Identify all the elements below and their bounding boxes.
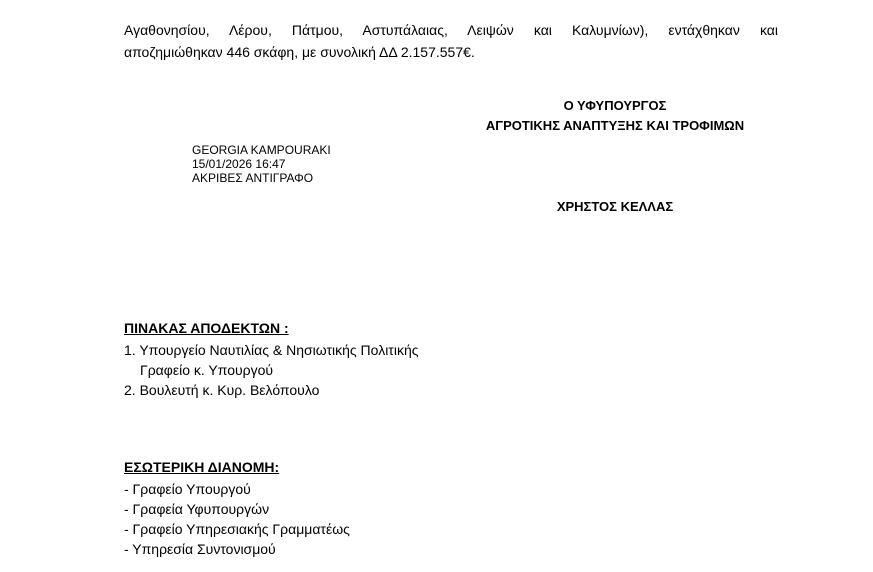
list-item: - Γραφείο Υπουργού (124, 481, 251, 497)
internal-distribution-list (124, 479, 350, 559)
signatory-name: ΧΡΗΣΤΟΣ ΚΕΛΛΑΣ (556, 199, 674, 214)
recipients-heading: ΠΙΝΑΚΑΣ ΑΠΟΔΕΚΤΩΝ : (124, 320, 289, 336)
digital-signature-stamp (192, 143, 331, 185)
body-paragraph-line: αποζημιώθηκαν 446 σκάφη, με συνολική ΔΔ 2.157.557€. (124, 44, 475, 60)
internal-distribution-heading: ΕΣΩΤΕΡΙΚΗ ΔΙΑΝΟΜΗ: (124, 459, 280, 475)
body-paragraph (124, 19, 778, 63)
stamp-datetime: 15/01/2026 16:47 (192, 157, 286, 171)
recipients-list (124, 340, 418, 400)
list-item: Γραφείο κ. Υπουργού (140, 362, 274, 378)
signatory-ministry: ΑΓΡΟΤΙΚΗΣ ΑΝΑΠΤΥΞΗΣ ΚΑΙ ΤΡΟΦΙΜΩΝ (485, 118, 745, 133)
signatory-title: Ο ΥΦΥΠΟΥΡΓΟΣ (563, 98, 667, 113)
stamp-signer: GEORGIA KAMPOURAKI (192, 143, 331, 157)
list-item: 2. Βουλευτή κ. Κυρ. Βελόπουλο (124, 382, 320, 398)
stamp-note: ΑΚΡΙΒΕΣ ΑΝΤΙΓΡΑΦΟ (192, 171, 314, 185)
body-paragraph-line: Αγαθονησίου, Λέρου, Πάτμου, Αστυπάλαιας, Λειψών και Καλυμνίων), εντάχθηκαν και (124, 22, 778, 38)
list-item: - Υπηρεσία Συντονισμού (124, 541, 276, 557)
list-item: - Γραφείο Υπηρεσιακής Γραμματέως (124, 521, 350, 537)
list-item: 1. Υπουργείο Ναυτιλίας & Νησιωτικής Πολιτικής (124, 342, 419, 358)
list-item: - Γραφεία Υφυπουργών (124, 501, 270, 517)
